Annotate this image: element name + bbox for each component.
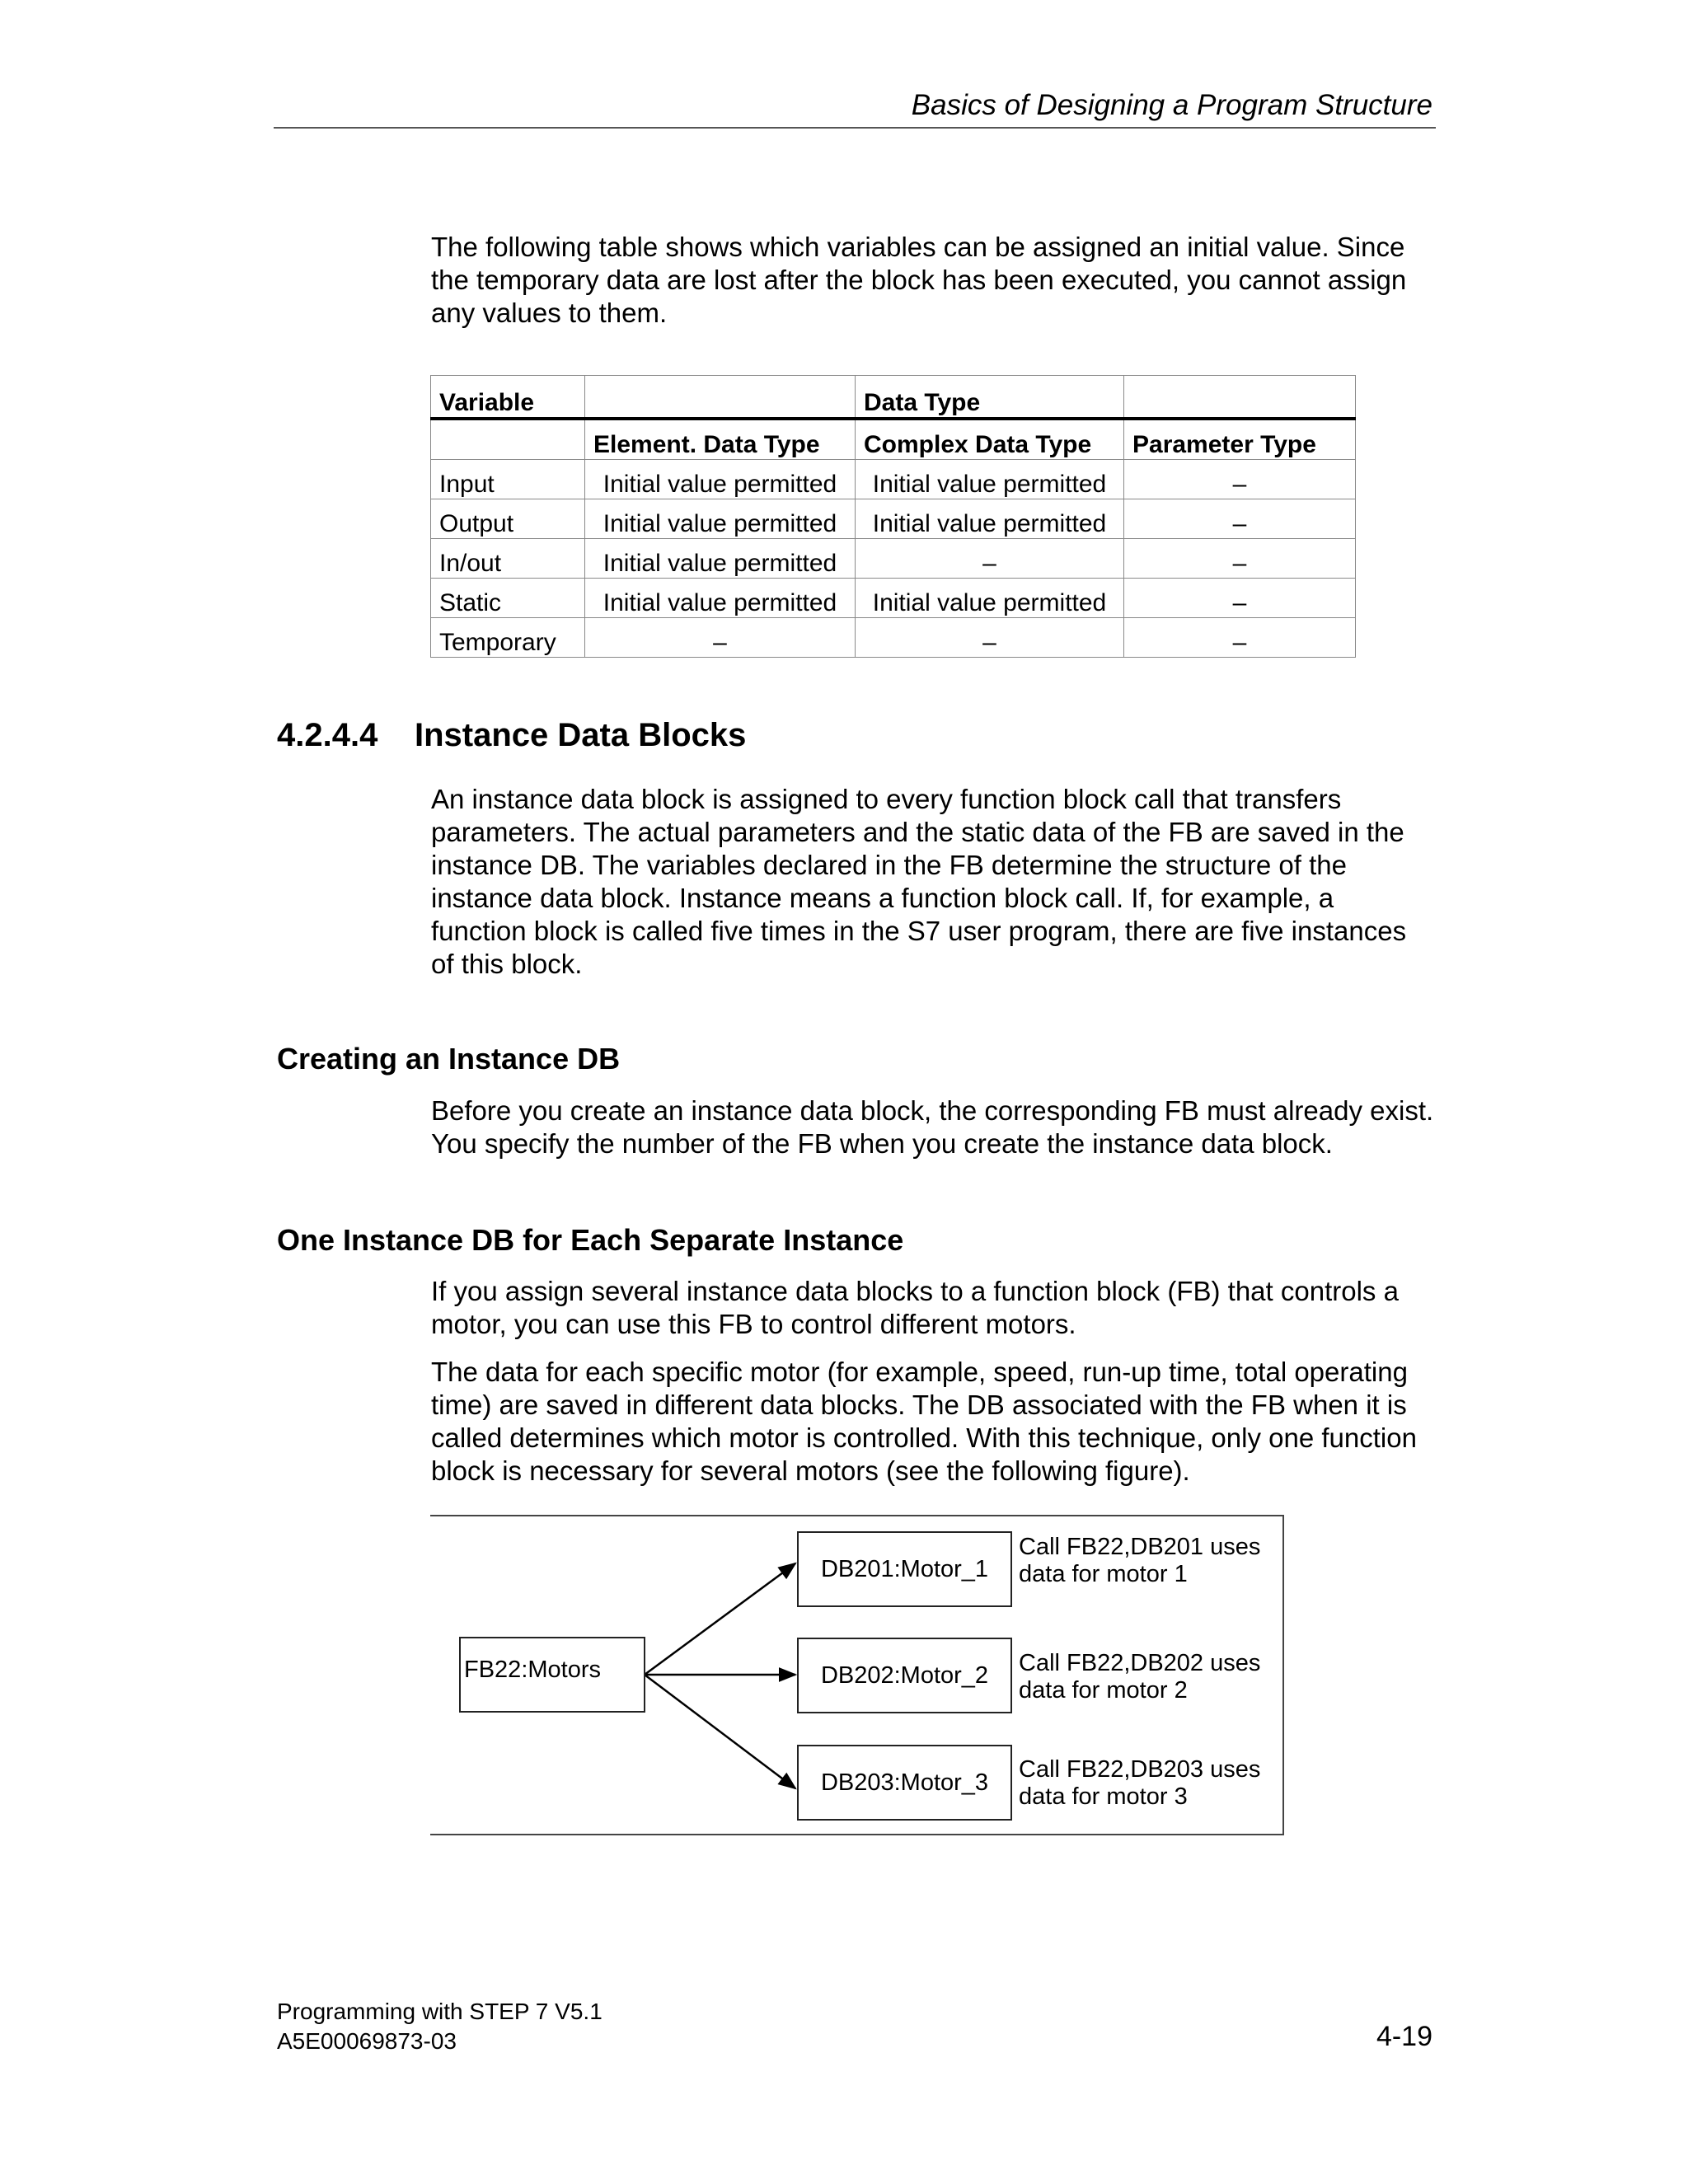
cell-variable: In/out <box>431 539 585 579</box>
header-variable: Variable <box>431 376 585 419</box>
running-header: Basics of Designing a Program Structure <box>911 89 1432 121</box>
cell-variable: Temporary <box>431 618 585 658</box>
cell-variable: Static <box>431 579 585 618</box>
db201-note <box>1019 1534 1260 1588</box>
note-line: data for motor 3 <box>1019 1783 1188 1810</box>
arrow-to-db203 <box>645 1675 795 1788</box>
cell-parameter: – <box>1124 618 1356 658</box>
cell-parameter: – <box>1124 539 1356 579</box>
cell-complex: – <box>856 618 1124 658</box>
intro-line: the temporary data are lost after the block has been executed, you cannot assign <box>431 265 1407 295</box>
note-line: data for motor 1 <box>1019 1561 1188 1587</box>
note-line: data for motor 2 <box>1019 1677 1188 1704</box>
cell-complex: Initial value permitted <box>856 460 1124 499</box>
cell-parameter: – <box>1124 460 1356 499</box>
cell-parameter: – <box>1124 579 1356 618</box>
db203-box <box>797 1745 1012 1821</box>
creating-heading: Creating an Instance DB <box>277 1042 621 1076</box>
cell-variable: Input <box>431 460 585 499</box>
cell-complex: – <box>856 539 1124 579</box>
db202-label: DB202:Motor_2 <box>820 1661 989 1689</box>
section-line: function block is called five times in the S7 user program, there are five instances <box>431 916 1407 946</box>
creating-line: Before you create an instance data block, the corresponding FB must already exist. <box>431 1095 1434 1126</box>
db202-box <box>797 1638 1012 1713</box>
section-line: instance DB. The variables declared in the FB determine the structure of the <box>431 850 1347 880</box>
note-line: Call FB22,DB201 uses <box>1019 1534 1261 1560</box>
cell-element: Initial value permitted <box>585 499 856 539</box>
cell-parameter: – <box>1124 499 1356 539</box>
page-number: 4-19 <box>1376 2021 1432 2052</box>
separate-line: called determines which motor is controlled. With this technique, only one function <box>431 1422 1417 1453</box>
subheader-parameter: Parameter Type <box>1124 419 1356 460</box>
header-data-type: Data Type <box>856 376 1124 419</box>
note-line: Call FB22,DB202 uses <box>1019 1650 1261 1676</box>
cell-element: – <box>585 618 856 658</box>
section-title: Instance Data Blocks <box>415 717 747 753</box>
subheader-element: Element. Data Type <box>585 419 856 460</box>
separate-line: If you assign several instance data blocks to a function block (FB) that controls a <box>431 1276 1399 1306</box>
separate-line: The data for each specific motor (for example, speed, run-up time, total operating <box>431 1357 1408 1387</box>
cell-complex: Initial value permitted <box>856 579 1124 618</box>
separate-line: time) are saved in different data blocks. The DB associated with the FB when it is <box>431 1390 1407 1420</box>
section-line: instance data block. Instance means a function block call. If, for example, a <box>431 883 1334 913</box>
arrow-to-db201 <box>645 1563 795 1675</box>
section-number: 4.2.4.4 <box>277 717 378 753</box>
fb22-box <box>459 1637 645 1713</box>
db203-note <box>1019 1756 1260 1811</box>
footer-title: Programming with STEP 7 V5.1 <box>277 1999 603 2024</box>
db203-label: DB203:Motor_3 <box>820 1769 989 1796</box>
db202-note <box>1019 1650 1260 1704</box>
creating-line: You specify the number of the FB when you create the instance data block. <box>431 1128 1333 1159</box>
db201-box <box>797 1531 1012 1607</box>
section-line: of this block. <box>431 949 583 979</box>
subheader-complex: Complex Data Type <box>856 419 1124 460</box>
cell-element: Initial value permitted <box>585 460 856 499</box>
cell-element: Initial value permitted <box>585 579 856 618</box>
separate-line: block is necessary for several motors (see the following figure). <box>431 1455 1190 1486</box>
separate-heading: One Instance DB for Each Separate Instance <box>277 1223 904 1257</box>
section-line: parameters. The actual parameters and the static data of the FB are saved in the <box>431 817 1404 847</box>
intro-line: any values to them. <box>431 298 668 328</box>
cell-element: Initial value permitted <box>585 539 856 579</box>
cell-complex: Initial value permitted <box>856 499 1124 539</box>
footer-left <box>277 1997 603 2056</box>
fb22-label: FB22:Motors <box>464 1657 601 1683</box>
note-line: Call FB22,DB203 uses <box>1019 1756 1261 1783</box>
intro-line: The following table shows which variables can be assigned an initial value. Since <box>431 232 1405 262</box>
section-line: An instance data block is assigned to every function block call that transfers <box>431 784 1342 814</box>
separate-line: motor, you can use this FB to control different motors. <box>431 1309 1076 1339</box>
cell-variable: Output <box>431 499 585 539</box>
footer-doc-number: A5E00069873-03 <box>277 2028 457 2054</box>
db201-label: DB201:Motor_1 <box>820 1555 989 1582</box>
